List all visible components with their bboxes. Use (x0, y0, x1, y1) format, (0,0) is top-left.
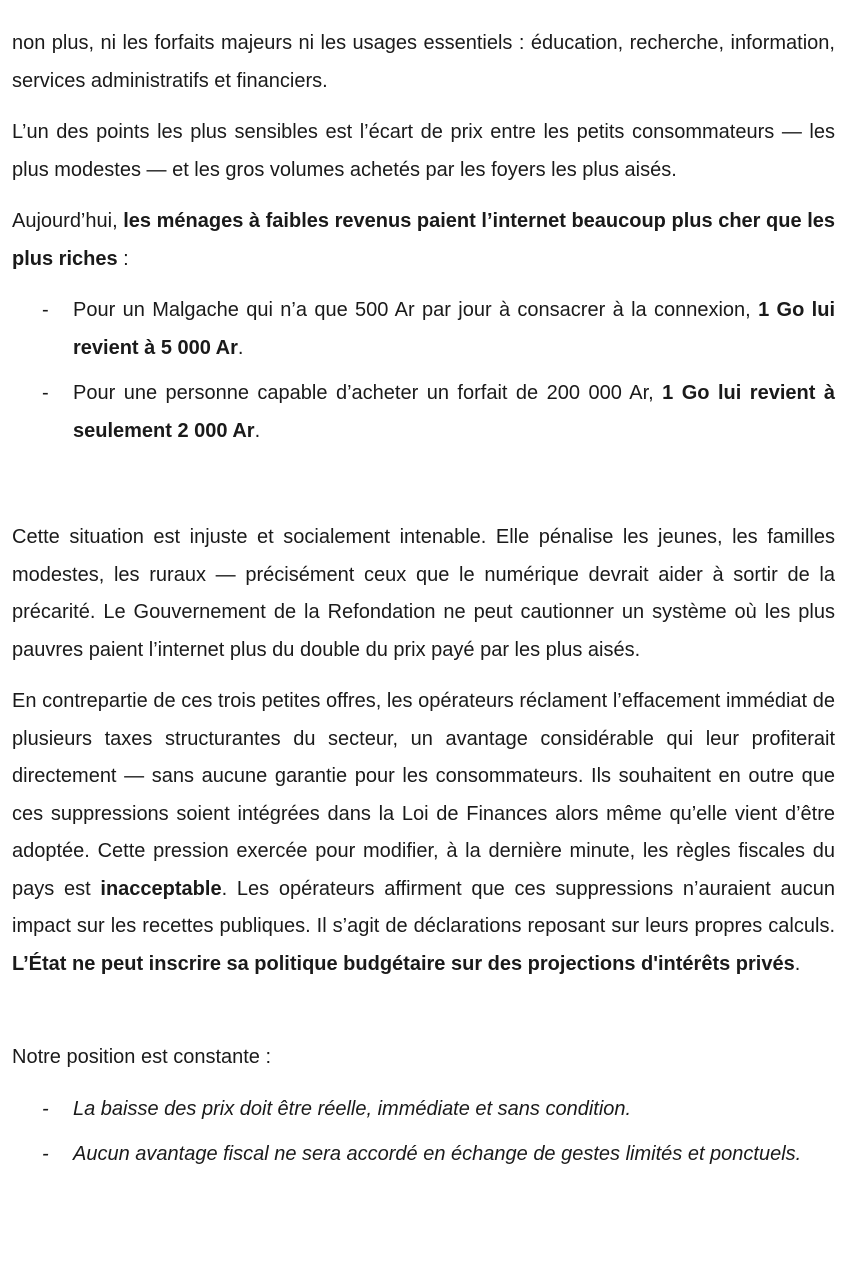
paragraph-intro: non plus, ni les forfaits majeurs ni les usages essentiels : éducation, recherche, information, services administratifs et financiers. (12, 32, 835, 92)
blank-line (12, 464, 835, 519)
text-run: . (237, 336, 244, 359)
bullet-item-avantage-fiscal (12, 1136, 835, 1174)
paragraph-menages-faibles-revenus (12, 203, 835, 278)
text-run: Pour une personne capable d’acheter un forfait de 200 000 Ar, (73, 382, 663, 404)
bullet-dash-marker: - (42, 1143, 49, 1165)
bullet-dash-marker: - (42, 1097, 49, 1120)
bullet-item-500ar (12, 292, 835, 367)
bullet-list-prices (12, 292, 835, 450)
text-run: Pour un Malgache qui n’a que 500 Ar par jour à consacrer à la connexion, (73, 299, 759, 321)
text-run: . (254, 419, 261, 442)
bullet-item-baisse-prix (12, 1091, 835, 1129)
paragraph-situation-injuste: Cette situation est injuste et socialement intenable. Elle pénalise les jeunes, les familles modestes, les ruraux — précisément ceux que le numérique devrait aider à sortir de la précarité. Le Gouvernement de la Refondation ne peut cautionner un système où les plus pauvres paient l’internet plus du double du prix payé par les plus aisés. (12, 526, 835, 661)
bullet-list-position (12, 1091, 835, 1174)
text-run-bold: 1 Go lui revient à seulement 2 000 Ar (73, 382, 835, 442)
bullet-dash-marker: - (42, 299, 49, 321)
paragraph-notre-position: Notre position est constante : (12, 1046, 272, 1068)
bullet-item-text (73, 292, 835, 367)
text-run: En contrepartie de ces trois petites offres, les opérateurs réclament l’effacement immédiat de plusieurs taxes structurantes du secteur, un avantage considérable qui leur profiterait directement — sans aucune garantie pour les consommateurs. Ils souhaitent en outre que ces suppressions soient intégrées dans la Loi de Finances alors même qu’elle vient d’être adoptée. Cette pression exercée pour modifier, à la dernière minute, les règles fiscales du pays est (12, 690, 835, 900)
bullet-item-text: La baisse des prix doit être réelle, immédiate et sans condition. (73, 1097, 632, 1120)
text-run: Aujourd’hui, (12, 210, 124, 232)
paragraph-price-gap: L’un des points les plus sensibles est l’écart de prix entre les petits consommateurs — les plus modestes — et les gros volumes achetés par les foyers les plus aisés. (12, 121, 835, 181)
text-run: . Les opérateurs affirment que ces suppressions n’auraient aucun impact sur les recettes publiques. Il s’agit de déclarations reposant sur leurs propres calculs. (12, 877, 835, 937)
text-run: : (117, 247, 129, 270)
bullet-item-200000ar (12, 375, 835, 450)
text-run: . (794, 952, 801, 975)
bullet-dash-marker: - (42, 382, 49, 404)
text-run-bold: inacceptable (100, 877, 222, 900)
blank-line (12, 997, 835, 1039)
text-run-bold: L’État ne peut inscrire sa politique budgétaire sur des projections d'intérêts privés (12, 952, 795, 975)
bullet-item-text: Aucun avantage fiscal ne sera accordé en échange de gestes limités et ponctuels. (73, 1143, 802, 1165)
text-run-bold: les ménages à faibles revenus paient l’internet beaucoup plus cher que les plus riches (12, 210, 835, 270)
bullet-item-text (73, 375, 835, 450)
text-run-bold: 1 Go lui revient à 5 000 Ar (73, 299, 836, 359)
paragraph-contrepartie (12, 683, 835, 983)
